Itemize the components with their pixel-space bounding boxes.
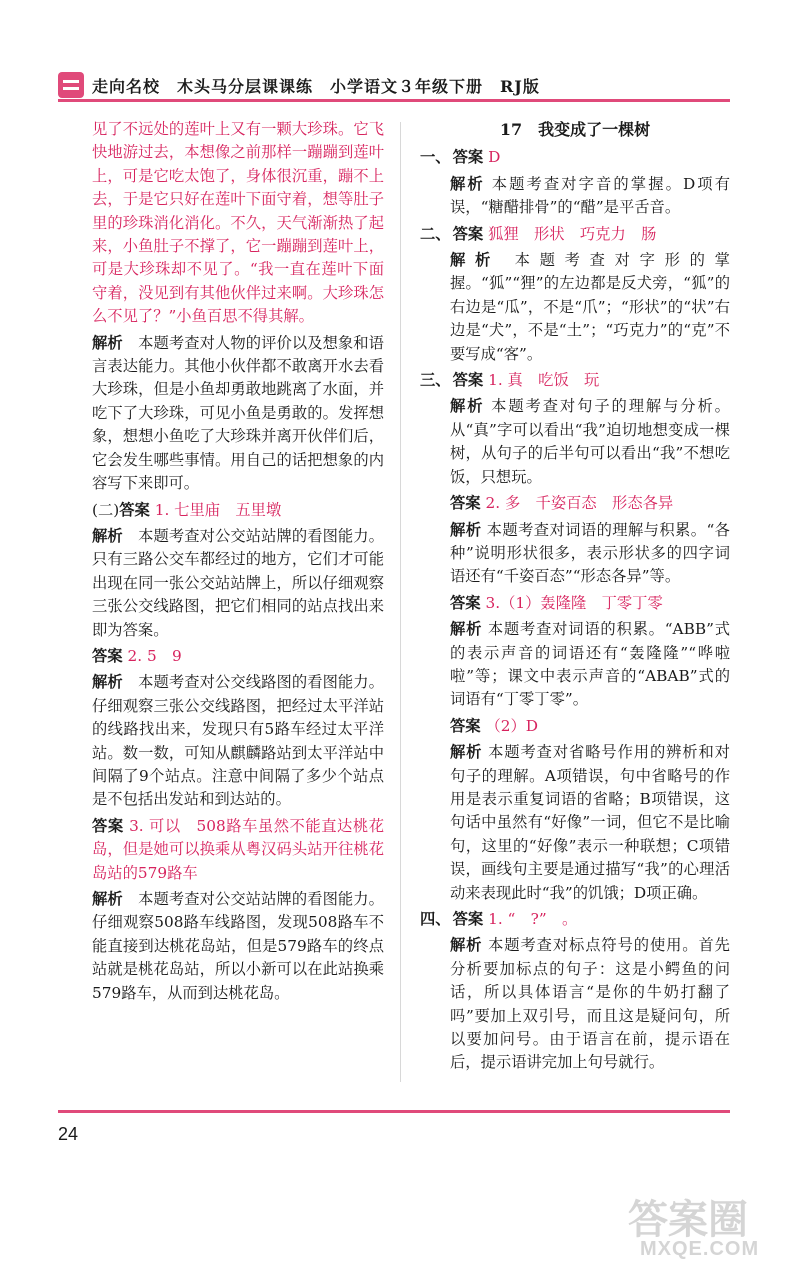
answer-label: 答案 bbox=[450, 494, 481, 513]
answer-line bbox=[420, 908, 730, 931]
footer-rule bbox=[58, 1110, 730, 1113]
explanation-paragraph bbox=[92, 332, 384, 496]
explanation-label: 解析 bbox=[92, 333, 123, 352]
watermark-logo: 答案圈 bbox=[628, 1198, 748, 1242]
explanation-paragraph bbox=[420, 395, 730, 489]
explanation-paragraph bbox=[420, 249, 730, 366]
answer-line bbox=[420, 715, 730, 738]
answer-label: 答案 bbox=[452, 148, 484, 167]
answer-text: （2）D bbox=[485, 716, 539, 735]
explanation-paragraph bbox=[92, 888, 384, 1005]
answer-line bbox=[420, 592, 730, 615]
explanation-paragraph bbox=[420, 173, 730, 220]
explanation-text: 本题考查对字音的掌握。D项有误，“糖醋排骨”的“醋”是平舌音。 bbox=[450, 174, 730, 217]
answer-label: 答案 bbox=[452, 371, 484, 390]
column-divider bbox=[400, 122, 401, 1082]
explanation-label: 解析 bbox=[450, 936, 483, 955]
answer-text: 1. 真 吃饭 玩 bbox=[488, 371, 600, 390]
explanation-paragraph bbox=[92, 525, 384, 642]
answer-line bbox=[420, 369, 730, 392]
header-rule bbox=[58, 99, 730, 102]
right-column bbox=[420, 118, 730, 1078]
explanation-text: 本题考查对词语的理解与积累。“各种”说明形状很多，表示形状多的四字词语还有“千姿百态”“形态各异”等。 bbox=[450, 520, 730, 586]
explanation-label: 解析 bbox=[450, 743, 483, 762]
left-column bbox=[92, 118, 384, 1008]
explanation-paragraph bbox=[92, 671, 384, 811]
answer-label: 答案 bbox=[452, 910, 484, 928]
answer-line bbox=[92, 645, 384, 668]
answer-label: 答案 bbox=[452, 224, 484, 243]
answer-text: 1. “ ?” 。 bbox=[488, 910, 578, 928]
answer-text: 2. 多 千姿百态 形态各异 bbox=[485, 494, 674, 513]
page-header bbox=[58, 68, 730, 102]
answer-line bbox=[420, 223, 730, 246]
explanation-text: 本题考查对标点符号的使用。首先分析要加标点的句子：这是小鳄鱼的问话，所以具体语言“是你的牛奶打翻了吗”要加上双引号，而且这是疑问句，所以要加问号。由于语言在前，提示语在后，提示语讲完加上句号就行。 bbox=[450, 936, 730, 1072]
explanation-text: 本题考查对公交站站牌的看图能力。只有三路公交车都经过的地方，它们才可能出现在同一张公交站站牌上，所以仔细观察三张公交线路图，把它们相同的站点找出来即为答案。 bbox=[92, 526, 384, 639]
explanation-label: 解析 bbox=[450, 251, 501, 270]
explanation-label: 解析 bbox=[92, 673, 123, 692]
answer-text: 1. 七里庙 五里墩 bbox=[154, 500, 282, 519]
explanation-paragraph bbox=[420, 741, 730, 905]
answer-label: 答案 bbox=[450, 593, 481, 612]
explanation-text: 本题考查对词语的积累。“ABB”式的表示声音的词语还有“轰隆隆”“哗啦啦”等；课文中表示声音的“ABAB”式的词语有“丁零丁零”。 bbox=[450, 620, 730, 709]
answer-label: 答案 bbox=[119, 500, 150, 519]
answer-text: D bbox=[488, 148, 501, 167]
question-number: 一、 bbox=[420, 148, 451, 167]
explanation-label: 解析 bbox=[450, 397, 485, 416]
page-number: 24 bbox=[58, 1124, 79, 1144]
explanation-label: 解析 bbox=[92, 890, 123, 908]
question-number: 三、 bbox=[420, 371, 451, 390]
explanation-label: 解析 bbox=[92, 526, 123, 545]
answer-prefix: (二) bbox=[92, 500, 120, 519]
answer-line bbox=[92, 815, 384, 885]
section-title: 17 我变成了一棵树 bbox=[499, 120, 651, 139]
answer-text: 狐狸 形状 巧克力 肠 bbox=[488, 224, 657, 243]
question-number: 四、 bbox=[420, 910, 451, 928]
explanation-paragraph bbox=[420, 618, 730, 712]
explanation-label: 解析 bbox=[450, 174, 485, 193]
explanation-paragraph bbox=[420, 519, 730, 589]
answer-label: 答案 bbox=[450, 716, 481, 735]
answer-line bbox=[420, 146, 730, 169]
answer-text: 3.（1）轰隆隆 丁零丁零 bbox=[485, 593, 663, 612]
answer-text: 3. 可以 508路车虽然不能直达桃花岛，但是她可以换乘从粤汉码头站开往桃花岛站的579路车 bbox=[92, 816, 384, 882]
explanation-text: 本题考查对公交站站牌的看图能力。仔细观察508路车线路图，发现508路车不能直接到达桃花岛站，但是579路车的终点站就是桃花岛站，所以小新可以在此站换乘579路车，从而到达桃花岛。 bbox=[92, 890, 384, 1002]
watermark-url: MXQE.COM bbox=[640, 1238, 760, 1260]
explanation-text: 本题考查对字形的掌握。“狐”“狸”的左边都是反犬旁，“狐”的右边是“瓜”，不是“爪”；“形状”的“状”右边是“犬”，不是“土”；“巧克力”的“克”不要写成“客”。 bbox=[450, 251, 730, 363]
explanation-text: 本题考查对公交线路图的看图能力。仔细观察三张公交线路图，把经过太平洋站的线路找出来，发现只有5路车经过太平洋站。数一数，可知从麒麟路站到太平洋站中间隔了9个站点。注意中间隔了多少个站点是不包括出发站和到达站的。 bbox=[92, 673, 384, 809]
explanation-text: 本题考查对句子的理解与分析。从“真”字可以看出“我”迫切地想变成一棵树，从句子的后半句可以看出“我”不想吃饭，只想玩。 bbox=[450, 397, 730, 486]
answer-text: 2. 5 9 bbox=[127, 646, 182, 665]
header-title: 走向名校 木头马分层课课练 小学语文３年级下册 RJ版 bbox=[92, 77, 540, 96]
story-continuation: 见了不远处的莲叶上又有一颗大珍珠。它飞快地游过去，本想像之前那样一蹦蹦到莲叶上，可是它吃太饱了，身体很沉重，蹦不上去，于是它只好在莲叶下面守着，想等肚子里的珍珠消化消化。不久，天气渐渐热了起来，小鱼肚子不撑了，它一蹦蹦到莲叶上，可是大珍珠却不见了。“我一直在莲叶下面守着，没见到有其他伙伴过来啊。大珍珠怎么不见了？”小鱼百思不得其解。 bbox=[92, 120, 384, 326]
answer-label: 答案 bbox=[92, 646, 123, 665]
book-stack-icon bbox=[58, 72, 84, 98]
explanation-label: 解析 bbox=[450, 520, 482, 539]
explanation-text: 本题考查对人物的评价以及想象和语言表达能力。其他小伙伴都不敢离开水去看大珍珠，但是小鱼却勇敢地跳离了水面，并吃下了大珍珠，可见小鱼是勇敢的。发挥想象，想想小鱼吃了大珍珠并离开伙伴们后，它会发生哪些事情。用自己的话把想象的内容写下来即可。 bbox=[92, 333, 384, 493]
explanation-label: 解析 bbox=[450, 620, 483, 639]
answer-line bbox=[92, 499, 384, 522]
answer-line bbox=[420, 492, 730, 515]
question-number: 二、 bbox=[420, 224, 451, 243]
explanation-paragraph bbox=[420, 934, 730, 1074]
explanation-text: 本题考查对省略号作用的辨析和对句子的理解。A项错误，句中省略号的作用是表示重复词语的省略；B项错误，这句话中虽然有“好像”一词，但它不是比喻句，这里的“好像”表示一种联想；C项错误，画线句主要是通过描写“我”的心理活动来表现此时“我”的饥饿；D项正确。 bbox=[450, 743, 730, 902]
answer-label: 答案 bbox=[92, 816, 124, 835]
